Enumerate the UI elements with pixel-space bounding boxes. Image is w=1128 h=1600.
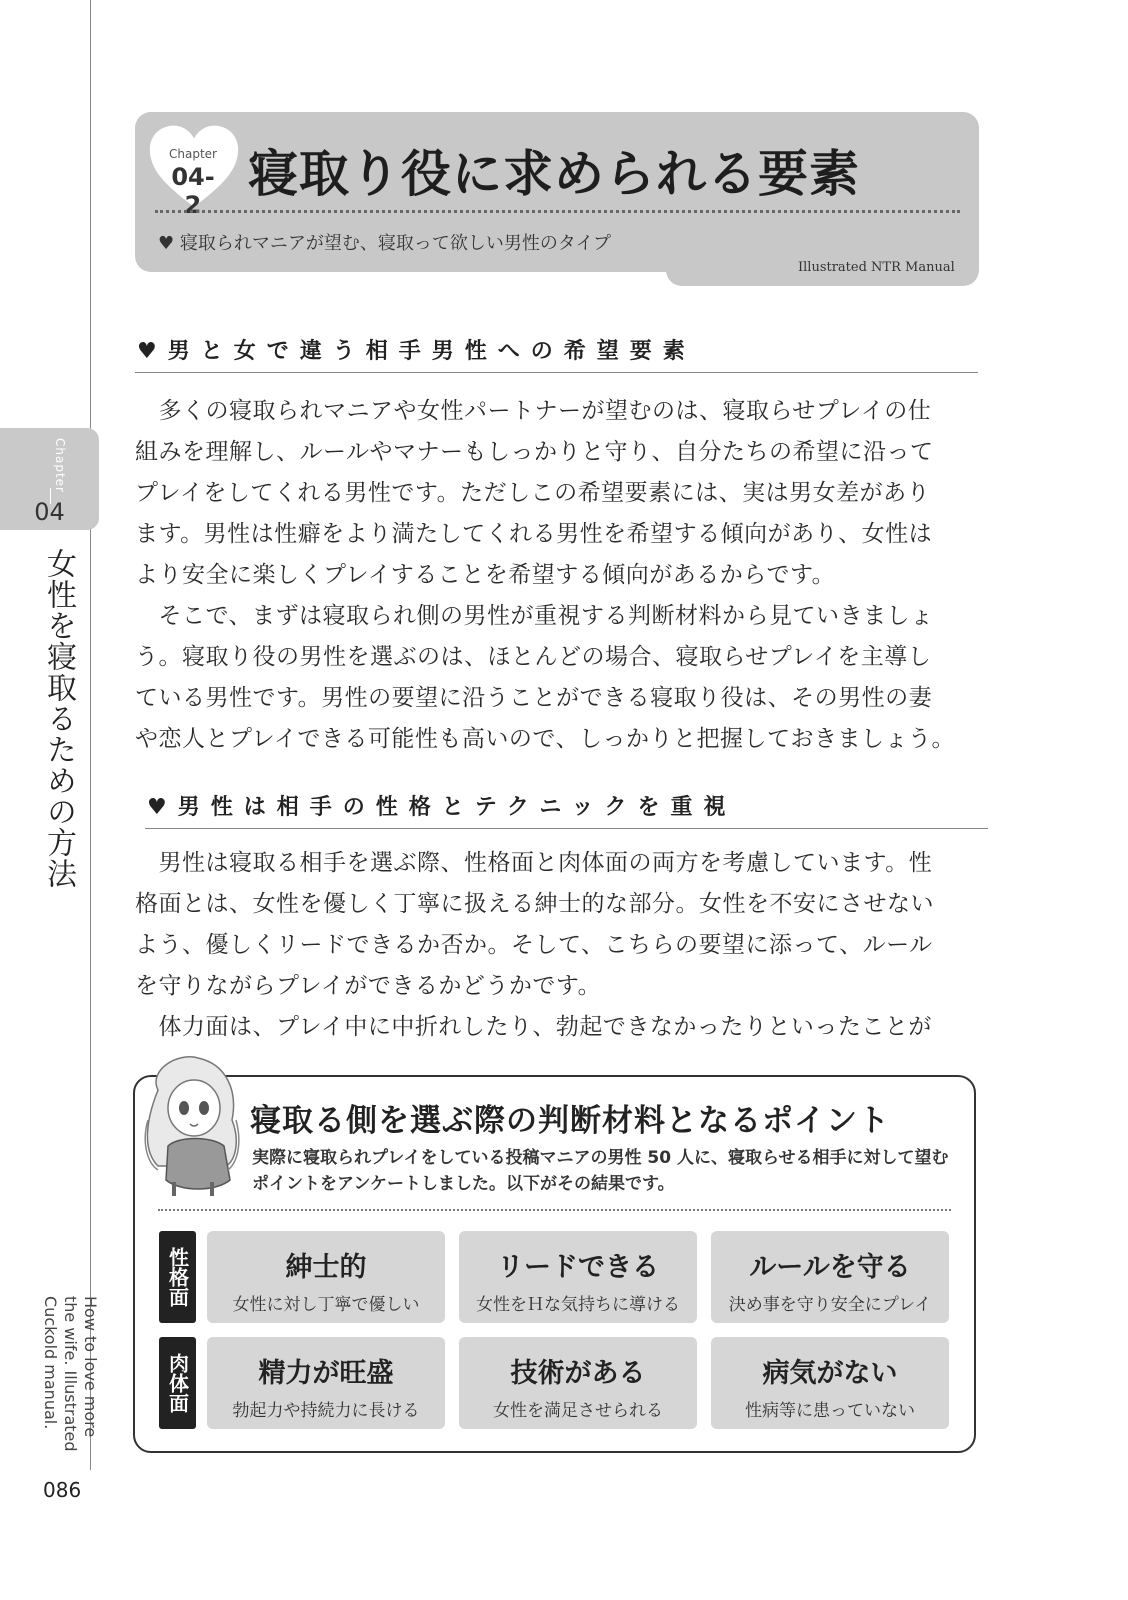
vertical-chapter-title: 女性を寝取るための方法 xyxy=(41,548,76,889)
section-body-2: 男性は寝取る相手を選ぶ際、性格面と肉体面の両方を考慮しています。性 格面とは、女性を優しく丁寧に扱える紳士的な部分。女性を不安にさせない よう、優しくリードできるか否か。そして、こちらの要望に添って、ルール を守りながらプレイができるかどうかです。 体力面は、プレイ中に中折れしたり、勃起できなかったりといったことが xyxy=(135,850,934,1040)
header-chapter-label: Chapter xyxy=(169,147,217,161)
page-number: 086 xyxy=(43,1478,82,1502)
trait-card xyxy=(207,1231,445,1323)
vertical-english-text: How to love more the wife. Illustrated Cuckold manual. xyxy=(41,1296,100,1452)
trait-title: 技術がある xyxy=(510,1358,646,1389)
header-divider xyxy=(155,210,960,213)
trait-desc: 女性をＨな気持ちに導ける xyxy=(476,1295,680,1315)
box-divider xyxy=(158,1209,951,1211)
margin-rule xyxy=(90,0,91,1470)
trait-title: 精力が旺盛 xyxy=(258,1358,394,1389)
trait-desc: 決め事を守り安全にプレイ xyxy=(728,1295,932,1315)
trait-card xyxy=(711,1337,949,1429)
row-label-personality: 性格面 xyxy=(159,1231,196,1323)
page-subtitle: ♥ 寝取られマニアが望む、寝取って欲しい男性のタイプ xyxy=(158,233,611,254)
section-rule-2 xyxy=(145,828,988,829)
tab-chapter-label: Chapter xyxy=(53,438,67,493)
trait-card xyxy=(711,1231,949,1323)
section-heading-2: ♥男性は相手の性格とテクニックを重視 xyxy=(147,795,737,820)
trait-desc: 女性を満足させられる xyxy=(493,1401,663,1421)
trait-card xyxy=(207,1337,445,1429)
trait-desc: 性病等に患っていない xyxy=(745,1401,915,1421)
section-heading-1: ♥男と女で違う相手男性への希望要素 xyxy=(137,339,696,364)
header-chapter-number: 04-2 xyxy=(171,163,215,219)
trait-title: リードできる xyxy=(497,1252,659,1283)
section-rule-1 xyxy=(135,372,978,373)
box-description: 実際に寝取られプレイをしている投稿マニアの男性 50 人に、寝取らせる相手に対して望むポイントをアンケートしました。以下がその結果です。 xyxy=(252,1148,949,1194)
trait-card xyxy=(459,1337,697,1429)
tab-chapter-number: 04 xyxy=(34,498,65,526)
trait-title: ルールを守る xyxy=(749,1252,911,1283)
trait-desc: 勃起力や持続力に長ける xyxy=(232,1401,420,1421)
trait-title: 紳士的 xyxy=(285,1252,367,1283)
row-label-physical: 肉体面 xyxy=(159,1337,196,1429)
box-title: 寝取る側を選ぶ際の判断材料となるポイント xyxy=(250,1103,890,1139)
section-body-1: 多くの寝取られマニアや女性パートナーが望むのは、寝取らせプレイの仕 組みを理解し、ルールやマナーもしっかりと守り、自分たちの希望に沿って プレイをしてくれる男性です。ただしこの希望要素には、実は男女差があり ます。男性は性癖をより満たしてくれる男性を希望する傾向があり、女性は より安全に楽しくプレイすることを希望する傾向があるからです。 そこで、まずは寝取られ側の男性が重視する判断材料から見ていきましょ う。寝取り役の男性を選ぶのは、ほとんどの場合、寝取らせプレイを主導し ている男性です。男性の要望に沿うことができる寝取り役は、その男性の妻 や恋人とプレイできる可能性も高いので、しっかりと把握しておきましょう。 xyxy=(135,398,955,752)
trait-title: 病気がない xyxy=(762,1358,898,1389)
page-title: 寝取り役に求められる要素 xyxy=(248,145,860,203)
trait-desc: 女性に対し丁寧で優しい xyxy=(232,1295,420,1315)
trait-card xyxy=(459,1231,697,1323)
girl-illustration xyxy=(128,1050,250,1200)
manual-label: Illustrated NTR Manual xyxy=(798,260,955,275)
